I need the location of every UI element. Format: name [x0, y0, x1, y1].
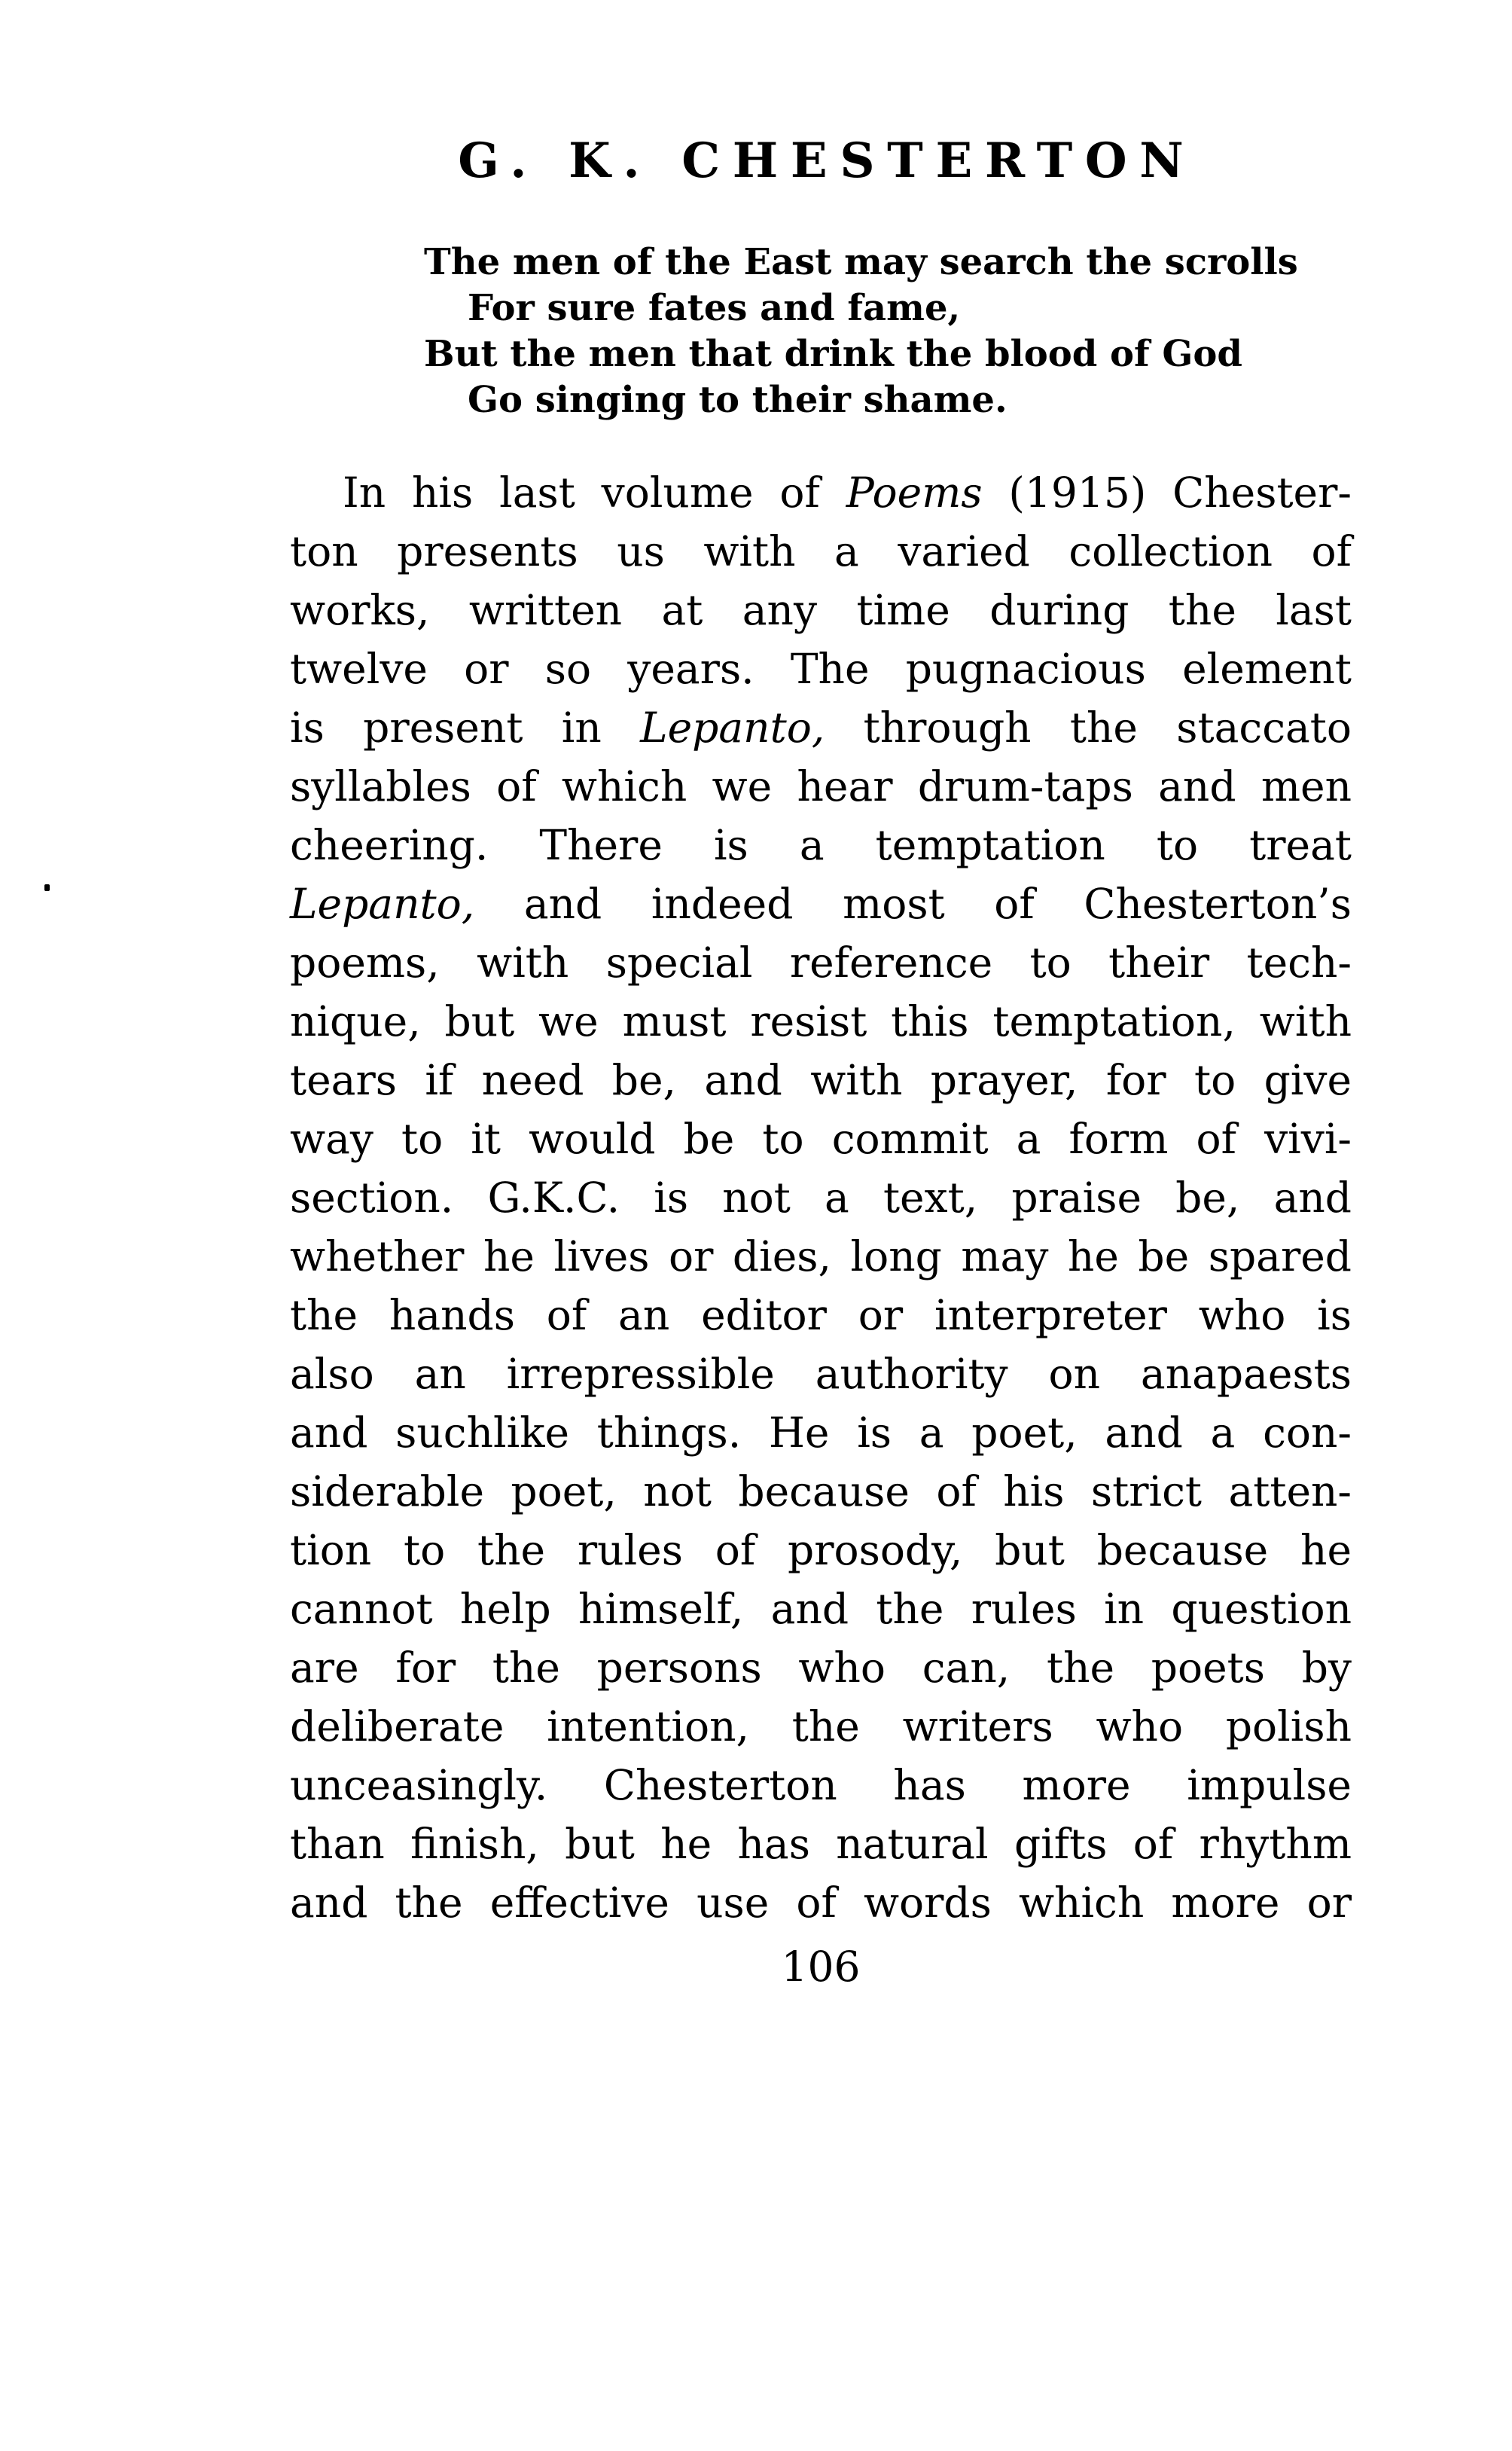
paragraph-line [290, 1345, 1352, 1403]
paragraph-line [290, 874, 1352, 933]
text-segment: tion to the rules of prosody, but because he [290, 1526, 1352, 1574]
text-segment: In his last volume of [343, 469, 846, 517]
paragraph-line [290, 1521, 1352, 1580]
verse-line: But the men that drink the blood of God [424, 333, 1242, 375]
text-segment: through the staccato [825, 704, 1352, 752]
italic-text: Poems [846, 469, 983, 517]
paragraph-line [290, 1110, 1352, 1168]
paragraph-line [290, 1403, 1352, 1462]
text-segment: syllables of which we hear drum-taps and men [290, 762, 1352, 810]
paragraph-line [290, 757, 1352, 816]
paragraph-line [290, 1168, 1352, 1227]
italic-text: Lepanto, [640, 704, 825, 752]
paragraph-line [290, 816, 1352, 874]
body-paragraph [290, 463, 1352, 1932]
text-segment: and indeed most of Chesterton’s [474, 880, 1352, 928]
verse-quote [424, 240, 1298, 423]
text-segment: the hands of an editor or interpreter who is [290, 1291, 1352, 1339]
text-segment: way to it would be to commit a form of vivi- [290, 1115, 1352, 1163]
italic-text: Lepanto, [290, 880, 475, 928]
paragraph-line [290, 1227, 1352, 1286]
text-segment: is present in [290, 704, 641, 752]
verse-line: Go singing to their shame. [468, 379, 1007, 421]
paragraph-line [290, 1873, 1352, 1932]
paragraph-line [290, 581, 1352, 639]
text-segment: unceasingly. Chesterton has more impulse [290, 1761, 1352, 1809]
paragraph-line [290, 992, 1352, 1051]
text-segment: nique, but we must resist this temptation, with [290, 997, 1352, 1045]
page-title: G. K. CHESTERTON [458, 133, 1196, 189]
paragraph-line [290, 1286, 1352, 1345]
text-segment: deliberate intention, the writers who polish [290, 1702, 1352, 1750]
paragraph-line [290, 1051, 1352, 1110]
text-segment: section. G.K.C. is not a text, praise be, and [290, 1174, 1352, 1222]
paragraph-line [290, 698, 1352, 757]
paragraph-line [290, 1462, 1352, 1521]
paragraph-line [290, 1580, 1352, 1638]
text-segment: and suchlike things. He is a poet, and a con- [290, 1409, 1352, 1457]
text-segment: whether he lives or dies, long may he be spared [290, 1232, 1352, 1280]
text-segment: also an irrepressible authority on anapaests [290, 1350, 1352, 1398]
paragraph-line [290, 1638, 1352, 1697]
ink-speck [44, 884, 50, 891]
text-segment: ton presents us with a varied collection of [290, 527, 1352, 575]
text-segment: and the effective use of words which more or [290, 1879, 1352, 1927]
text-segment: siderable poet, not because of his strict atten- [290, 1467, 1352, 1515]
verse-line: For sure fates and fame, [468, 287, 961, 329]
text-segment: poems, with special reference to their tech- [290, 939, 1352, 987]
paragraph-line [290, 463, 1352, 522]
text-segment: cheering. There is a temptation to treat [290, 821, 1352, 869]
paragraph-line [290, 1815, 1352, 1873]
paragraph-line [290, 1756, 1352, 1815]
paragraph-line [290, 933, 1352, 992]
paragraph-line [290, 639, 1352, 698]
paragraph-line [290, 522, 1352, 581]
text-segment: (1915) Chester- [982, 469, 1352, 517]
paragraph-line [290, 1697, 1352, 1756]
text-segment: cannot help himself, and the rules in question [290, 1585, 1352, 1633]
page-number: 106 [781, 1943, 861, 1991]
text-segment: than finish, but he has natural gifts of rhythm [290, 1820, 1352, 1868]
verse-line: The men of the East may search the scrolls [424, 241, 1298, 283]
text-segment: twelve or so years. The pugnacious element [290, 645, 1352, 693]
text-segment: are for the persons who can, the poets by [290, 1644, 1352, 1692]
text-segment: works, written at any time during the last [290, 586, 1352, 634]
text-segment: tears if need be, and with prayer, for to give [290, 1056, 1352, 1104]
